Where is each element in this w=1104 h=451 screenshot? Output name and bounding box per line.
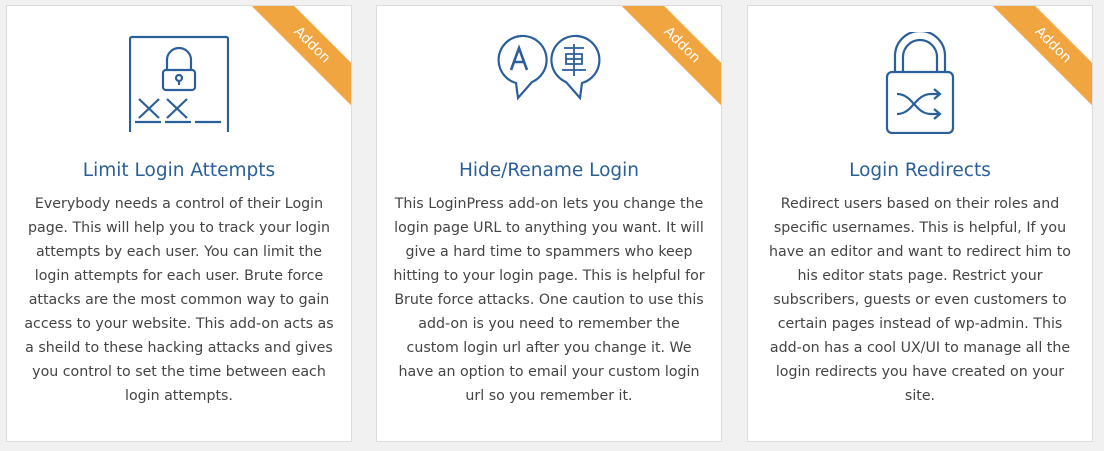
- addon-card-login-redirects[interactable]: [747, 5, 1093, 442]
- translate-icon: [377, 32, 721, 144]
- card-description: This LoginPress add-on lets you change the login page URL to anything you want. It will give a hard time to spammers who keep hitting to your login page. This is helpful for Brute force attacks. One caution to use this add-on is you need to remember the custom login url after you change it. We have an option to email your custom login url so you remember it.: [393, 196, 705, 404]
- card-description: Redirect users based on their roles and specific usernames. This is helpful, If you have an editor and want to redirect him to his editor stats page. Restrict your subscribers, guests or even customers to certain pages instead of wp-admin. This add-on has a cool UX/UI to manage all the login redirects you have created on your site.: [769, 196, 1071, 404]
- padlock-shuffle-icon: [748, 32, 1092, 144]
- addon-card-hide-rename-login[interactable]: [376, 5, 722, 442]
- addon-badge: Addon: [621, 6, 721, 106]
- addon-badge: Addon: [251, 6, 351, 106]
- card-title: Login Redirects: [849, 160, 991, 181]
- addon-badge: Addon: [992, 6, 1092, 106]
- card-title: Hide/Rename Login: [458, 160, 640, 181]
- card-title: Limit Login Attempts: [82, 160, 276, 181]
- card-description: Everybody needs a control of their Login page. This will help you to track your login attempts by each user. You can limit the login attempts for each user. Brute force attacks are the most common way to gain access to your website. This add-on acts as a sheild to these hacking attacks and gives you control to set the time between each login attempts.: [24, 196, 334, 404]
- lock-password-icon: [7, 32, 351, 144]
- addon-card-limit-login-attempts[interactable]: [6, 5, 352, 442]
